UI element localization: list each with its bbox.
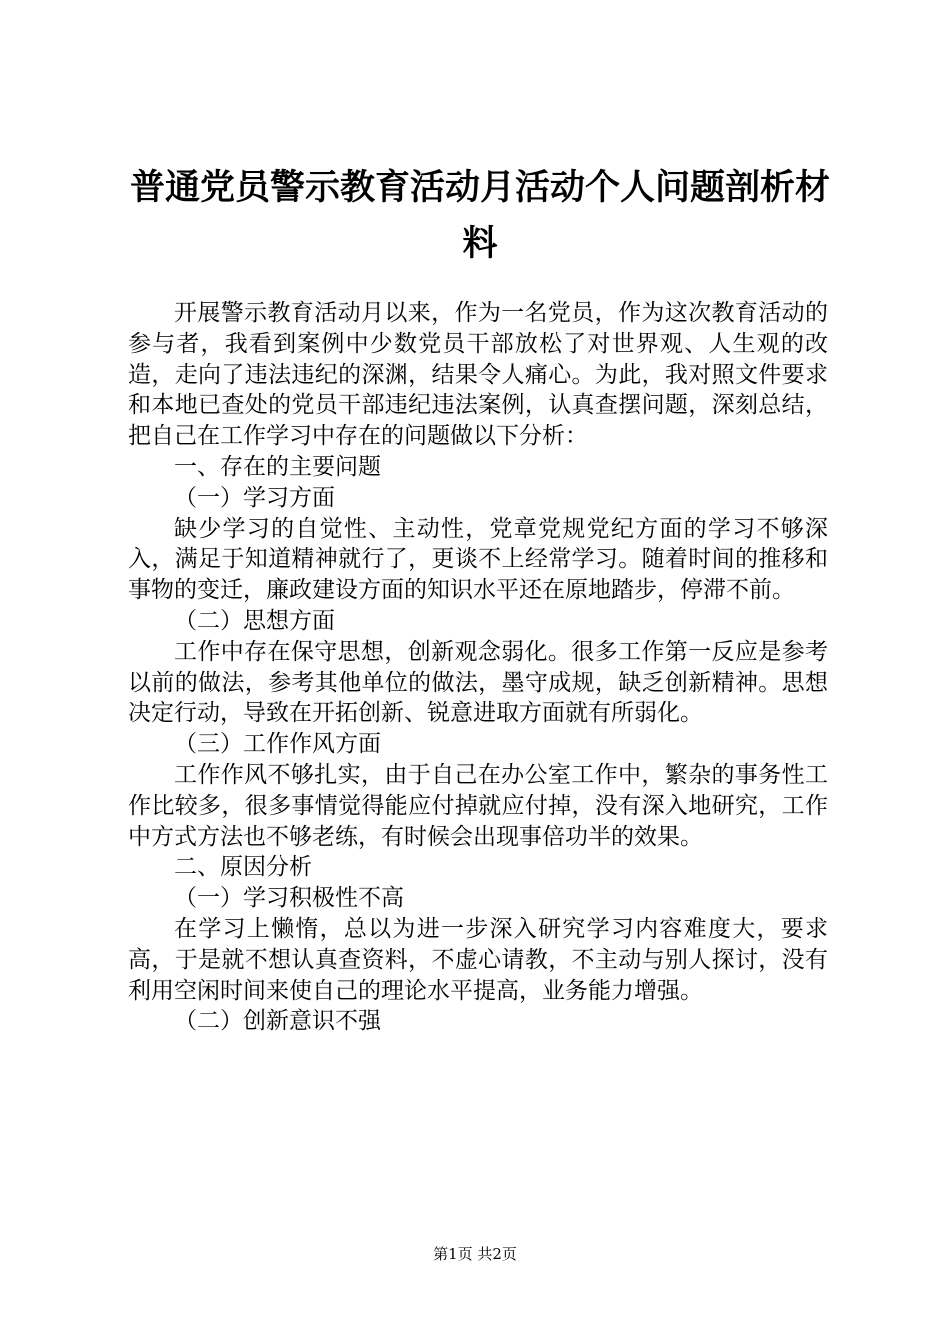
- section-1-sub-2-heading: （二）思想方面: [174, 607, 335, 634]
- section-2-sub-1-heading: （一）学习积极性不高: [174, 885, 404, 912]
- document-title: 普通党员警示教育活动月活动个人问题剖析材料: [129, 168, 830, 264]
- section-1-heading: 一、存在的主要问题: [174, 453, 381, 480]
- page-footer: 第1页 共2页: [433, 1245, 517, 1263]
- section-2-heading: 二、原因分析: [174, 854, 312, 881]
- section-1-sub-2-paragraph: 工作中存在保守思想，创新观念弱化。很多工作第一反应是参考以前的做法，参考其他单位的做法，墨守成规，缺乏创新精神。思想决定行动，导致在开拓创新、锐意进取方面就有所弱化。: [128, 638, 828, 727]
- section-1-sub-1-heading: （一）学习方面: [174, 484, 335, 511]
- section-1-sub-3-paragraph: 工作作风不够扎实，由于自己在办公室工作中，繁杂的事务性工作比较多，很多事情觉得能应付掉就应付掉，没有深入地研究，工作中方式方法也不够老练，有时候会出现事倍功半的效果。: [128, 761, 828, 850]
- section-2-sub-2-heading: （二）创新意识不强: [174, 1008, 381, 1035]
- section-1-sub-1-paragraph: 缺少学习的自觉性、主动性，党章党规党纪方面的学习不够深入，满足于知道精神就行了，更谈不上经常学习。随着时间的推移和事物的变迁，廉政建设方面的知识水平还在原地踏步，停滞不前。: [128, 515, 828, 604]
- section-2-sub-1-paragraph: 在学习上懒惰，总以为进一步深入研究学习内容难度大，要求高，于是就不想认真查资料，不虚心请教，不主动与别人探讨，没有利用空闲时间来使自己的理论水平提高，业务能力增强。: [128, 915, 828, 1004]
- section-1-sub-3-heading: （三）工作作风方面: [174, 731, 381, 758]
- document-body: [128, 298, 828, 1037]
- intro-paragraph: 开展警示教育活动月以来，作为一名党员，作为这次教育活动的参与者，我看到案例中少数党员干部放松了对世界观、人生观的改造，走向了违法违纪的深渊，结果令人痛心。为此，我对照文件要求和本地已查处的党员干部违纪违法案例，认真查摆问题，深刻总结，把自己在工作学习中存在的问题做以下分析：: [128, 300, 828, 450]
